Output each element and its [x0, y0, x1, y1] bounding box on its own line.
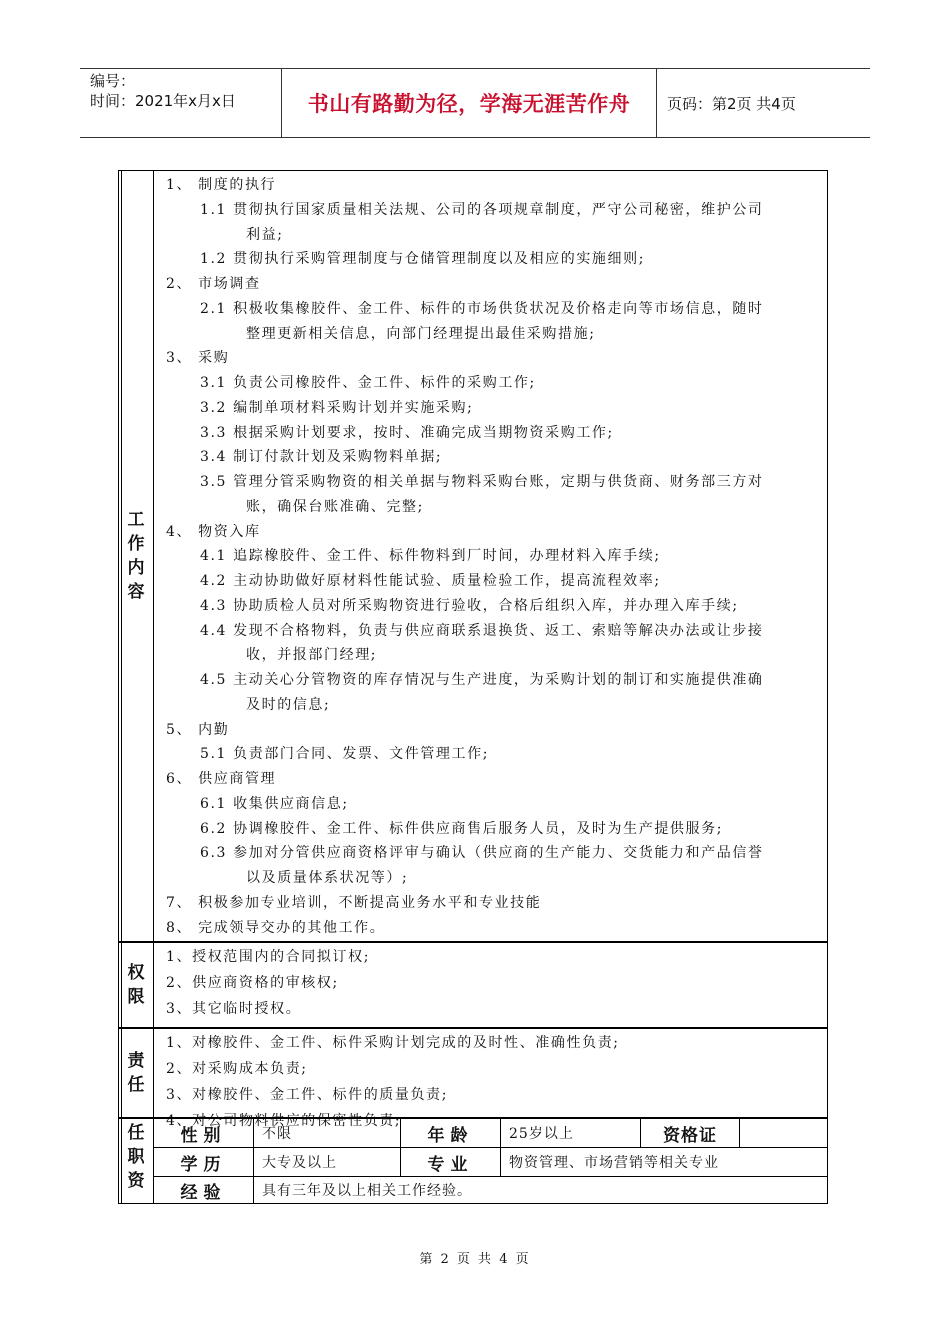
- authority-line: 1、授权范围内的合同拟订权;: [166, 949, 371, 965]
- authority-char: 限: [127, 987, 145, 1007]
- work-content-body: [154, 171, 827, 941]
- major-key: 专业: [401, 1148, 501, 1176]
- gender-value: 不限: [254, 1119, 401, 1147]
- gender-key: 性别: [154, 1119, 254, 1147]
- work-char: 容: [127, 582, 145, 602]
- responsibility-line: 4、对公司物料供应的保密性负责;: [166, 1113, 402, 1129]
- education-value: 大专及以上: [254, 1148, 401, 1176]
- major-value: 物资管理、市场营销等相关专业: [509, 1155, 719, 1171]
- work-content-line: 收，并报部门经理;: [246, 647, 378, 664]
- work-content-line: 4.4 发现不合格物料，负责与供应商联系退换货、返工、索赔等解决办法或让步接: [200, 622, 764, 639]
- authority-line: 3、其它临时授权。: [166, 1001, 302, 1017]
- authority-line: 2、供应商资格的审核权;: [166, 975, 339, 991]
- table-double-border: [118, 170, 122, 1204]
- qualification-row-2: [154, 1148, 827, 1176]
- work-content-line: 8、 完成领导交办的其他工作。: [166, 919, 386, 936]
- work-content-section: [119, 171, 827, 941]
- time-label: 时间：2021年x月x日: [90, 92, 236, 110]
- work-char: 工: [127, 510, 145, 530]
- responsibility-section: [119, 1029, 827, 1129]
- header-meta: [80, 69, 282, 137]
- experience-value: 具有三年及以上相关工作经验。: [262, 1183, 472, 1199]
- job-description-table: [118, 170, 828, 1204]
- responsibility-body: [154, 1029, 827, 1129]
- work-content-line: 3.4 制订付款计划及采购物料单据;: [200, 449, 443, 466]
- qualification-char: 任: [127, 1123, 145, 1143]
- work-content-line: 4.1 追踪橡胶件、金工件、标件物料到厂时间，办理材料入库手续;: [200, 548, 661, 565]
- responsibility-line: 3、对橡胶件、金工件、标件的质量负责;: [166, 1087, 449, 1103]
- work-content-line: 5.1 负责部门合同、发票、文件管理工作;: [200, 746, 490, 763]
- work-content-line: 6、 供应商管理: [166, 771, 277, 787]
- authority-label: [119, 943, 154, 1027]
- responsibility-line: 2、对采购成本负责;: [166, 1061, 308, 1077]
- qualification-label: [119, 1119, 154, 1203]
- work-content-line: 以及质量体系状况等）;: [246, 870, 409, 886]
- responsibility-char: 任: [127, 1075, 145, 1095]
- work-content-line: 4.2 主动协助做好原材料性能试验、质量检验工作，提高流程效率;: [200, 573, 661, 589]
- qualification-char: 职: [127, 1147, 145, 1167]
- work-content-line: 利益;: [246, 226, 284, 243]
- age-key: 年龄: [401, 1119, 501, 1147]
- responsibility-char: 责: [127, 1051, 145, 1071]
- page-number-label: 页码：第2页 共4页: [667, 94, 796, 113]
- work-content-line: 整理更新相关信息，向部门经理提出最佳采购措施;: [246, 325, 596, 342]
- work-content-line: 4.5 主动关心分管物资的库存情况与生产进度，为采购计划的制订和实施提供准确: [200, 672, 764, 688]
- work-content-line: 1.1 贯彻执行国家质量相关法规、公司的各项规章制度，严守公司秘密，维护公司: [200, 201, 764, 218]
- work-content-line: 6.2 协调橡胶件、金工件、标件供应商售后服务人员，及时为生产提供服务;: [200, 820, 724, 837]
- work-content-line: 1.2 贯彻执行采购管理制度与仓储管理制度以及相应的实施细则;: [200, 251, 646, 268]
- age-value: 25岁以上: [501, 1119, 641, 1147]
- qualification-row-3: [154, 1177, 827, 1203]
- work-content-line: 5、 内勤: [166, 721, 230, 738]
- work-content-line: 账，确保台账准确、完整;: [246, 498, 424, 515]
- certificate-key: 资格证: [641, 1119, 740, 1147]
- qualification-row-1: [154, 1119, 827, 1147]
- responsibility-line: 1、对橡胶件、金工件、标件采购计划完成的及时性、准确性负责;: [166, 1035, 620, 1051]
- work-content-line: 4.3 协助质检人员对所采购物资进行验收，合格后组织入库，并办理入库手续;: [200, 597, 739, 614]
- work-content-line: 2、 市场调查: [166, 276, 261, 292]
- work-content-line: 3.3 根据采购计划要求，按时、准确完成当期物资采购工作;: [200, 424, 614, 441]
- header-motto: 书山有路勤为径，学海无涯苦作舟: [282, 69, 657, 137]
- work-content-line: 6.3 参加对分管供应商资格评审与确认（供应商的生产能力、交货能力和产品信誉: [200, 845, 764, 862]
- work-content-line: 3.5 管理分管采购物资的相关单据与物料采购台账，定期与供货商、财务部三方对: [200, 474, 764, 490]
- authority-body: [154, 943, 827, 1027]
- work-content-label: [119, 171, 154, 941]
- page-header: [80, 68, 870, 138]
- work-content-line: 1、 制度的执行: [166, 177, 277, 193]
- authority-char: 权: [127, 963, 145, 983]
- work-content-line: 4、 物资入库: [166, 523, 261, 540]
- work-char: 内: [127, 558, 145, 578]
- responsibility-label: [119, 1029, 154, 1117]
- work-char: 作: [127, 534, 145, 554]
- work-content-line: 及时的信息;: [246, 696, 331, 713]
- work-content-line: 2.1 积极收集橡胶件、金工件、标件的市场供货状况及价格走向等市场信息，随时: [200, 300, 764, 317]
- work-content-line: 3、 采购: [166, 350, 230, 367]
- education-key: 学历: [154, 1148, 254, 1176]
- page-footer: 第 2 页 共 4 页: [419, 1252, 531, 1267]
- work-content-line: 6.1 收集供应商信息;: [200, 795, 349, 812]
- code-label: 编号：: [90, 72, 136, 90]
- work-content-line: 3.2 编制单项材料采购计划并实施采购;: [200, 399, 474, 416]
- experience-key: 经验: [154, 1177, 254, 1203]
- qualification-char: 资: [127, 1171, 145, 1191]
- work-content-line: 3.1 负责公司橡胶件、金工件、标件的采购工作;: [200, 375, 536, 391]
- work-content-line: 7、 积极参加专业培训，不断提高业务水平和专业技能: [166, 894, 542, 911]
- certificate-value: [740, 1119, 827, 1147]
- authority-section: [119, 943, 827, 1027]
